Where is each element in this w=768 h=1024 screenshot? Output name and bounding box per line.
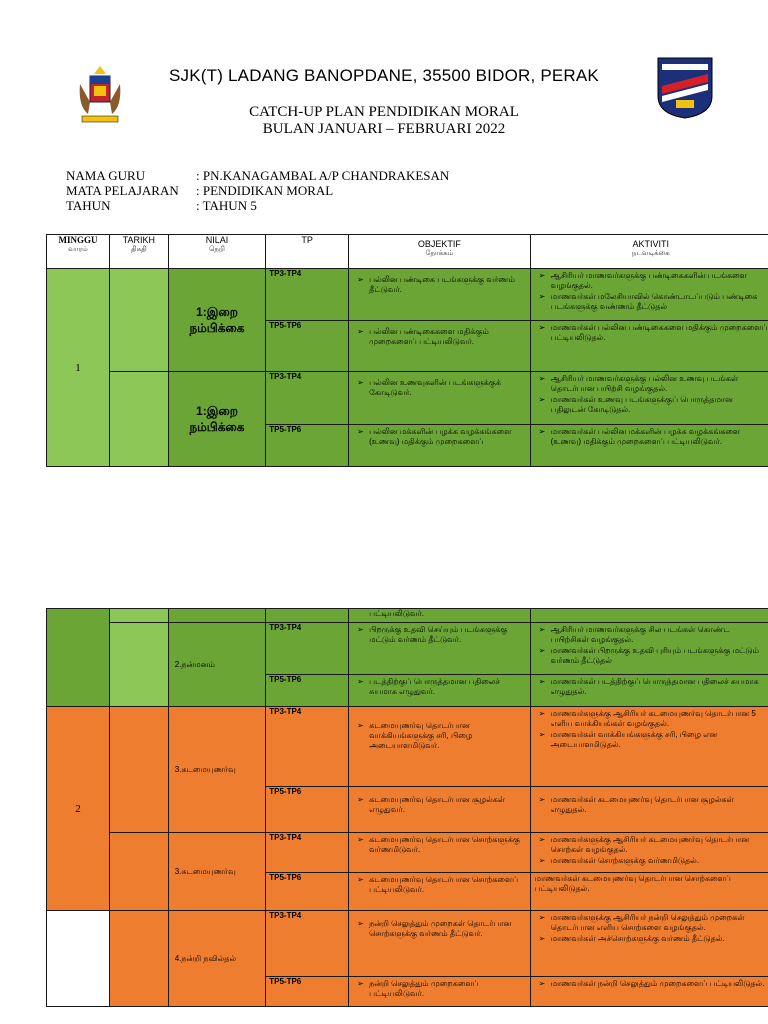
minggu-cell xyxy=(47,609,110,707)
tp-cell: TP5-TP6 xyxy=(266,873,349,911)
table-row xyxy=(47,911,768,977)
tarikh-cell xyxy=(109,372,168,467)
guru-label: NAMA GURU xyxy=(66,168,146,183)
tp-cell: TP5-TP6 xyxy=(266,787,349,833)
plan-table-week2 xyxy=(46,608,768,1007)
tarikh-cell xyxy=(109,833,168,911)
aktiviti-cell: ➢ மாணவர்கள் நன்றி செலுத்தும் முறைகளைப் பட்டியலிடுதல். xyxy=(530,977,768,1007)
tp-cell: TP3-TP4 xyxy=(266,833,349,873)
tarikh-cell xyxy=(109,269,168,372)
objektif-cell: ➢ கடமையுணர்வு தொடர்பான சொற்களுக்கு வர்ணமிடுவர். xyxy=(349,833,531,873)
header-tp: TP xyxy=(266,235,349,269)
aktiviti-cell: ➢ மாணவர்கள் கடமையுணர்வு தொடர்பான சூழல்கள் எழுதுதல். xyxy=(530,787,768,833)
table-header-row xyxy=(47,235,768,269)
nilai-cell: 2.நன்மனம் xyxy=(168,623,266,707)
tp-cell: TP5-TP6 xyxy=(266,675,349,707)
tp-cell: TP5-TP6 xyxy=(266,321,349,372)
header-nilai: NILAI நெறி xyxy=(168,235,266,269)
header-aktiviti: AKTIVITI நடவடிக்கை xyxy=(530,235,768,269)
aktiviti-cell: ➢ மாணவர்கள் பல்லின பண்டிகைகளை மதிக்கும் முறைகளைப் பட்டியலிடுதல். xyxy=(530,321,768,372)
nilai-cell xyxy=(168,609,266,623)
aktiviti-cell: ➢ ஆசிரியர் மாணவர்களுக்கு சில படங்கள் கொண்ட பயிற்சிகள் வழங்குதல். ➢ மாணவர்கள் பிறருக்கு உதவி புரியும் படங்களுக்கு மட்டும் வர்ணம் தீட்டுதல் xyxy=(530,623,768,675)
tarikh-cell xyxy=(109,609,168,623)
aktiviti-cell xyxy=(530,609,768,623)
school-name: SJK(T) LADANG BANOPDANE, 35500 BIDOR, PERAK xyxy=(169,66,599,85)
table-row xyxy=(47,372,768,425)
objektif-cell: ➢ கடமையுணர்வு தொடர்பான சூழல்கள் எழுதுவர். xyxy=(349,787,531,833)
table-row xyxy=(47,609,768,623)
aktiviti-cell: ➢ மாணவர்களுக்கு ஆசிரியர் கடமையுணர்வு தொடர்பான சொற்கள் வழங்குதல். ➢ மாணவர்கள் சொற்களுக்கு வர்ணமிடுதல். xyxy=(530,833,768,873)
nilai-cell: 3.கடமையுணர்வு xyxy=(168,707,266,833)
tp-cell: TP5-TP6 xyxy=(266,977,349,1007)
minggu-cell xyxy=(47,911,110,1007)
plan-table-week1 xyxy=(46,234,768,467)
plan-period: BULAN JANUARI – FEBRUARI 2022 xyxy=(262,121,506,137)
aktiviti-cell: ➢ மாணவர்கள் பல்லின மக்களின் பழக்க வழக்கங்களை (உணவு) மதிக்கும் முறைகளைப் பட்டியலிடுவர். xyxy=(530,425,768,467)
header-tarikh: TARIKH திகதி xyxy=(109,235,168,269)
nilai-cell: 1:இறை நம்பிக்கை xyxy=(168,372,266,467)
table-row xyxy=(47,833,768,873)
tp-cell: TP3-TP4 xyxy=(266,372,349,425)
minggu-cell: 1 xyxy=(47,269,110,467)
tarikh-cell xyxy=(109,707,168,833)
objektif-cell: ➢ பல்லின மக்களின் பழக்க வழக்கங்களை (உணவு) மதிக்கும் முறைகளைப் xyxy=(349,425,531,467)
tarikh-cell xyxy=(109,623,168,707)
nilai-cell: 1:இறை நம்பிக்கை xyxy=(168,269,266,372)
header-objektif: OBJEKTIF நோக்கம் xyxy=(349,235,531,269)
objektif-cell: ➢ கடமையுணர்வு தொடர்பான வாக்கியங்களுக்கு சரி, பிழை அடையாளமிடுவர். xyxy=(349,707,531,787)
aktiviti-cell: மாணவர்கள் கடமையுணர்வு தொடர்பான சொற்களைப் பட்டியலிடுதல். xyxy=(530,873,768,911)
tp-cell: TP5-TP6 xyxy=(266,425,349,467)
objektif-cell: ➢ நன்றி செலுத்தும் முறைகள் தொடர்பான சொற்களுக்கு வர்ணம் தீட்டுவர். xyxy=(349,911,531,977)
nilai-cell: 4.நன்றி நவில்தல் xyxy=(168,911,266,1007)
subject-value: : PENDIDIKAN MORAL xyxy=(196,183,334,198)
aktiviti-cell: ➢ ஆசிரியர் மாணவர்களுக்கு பல்லின உணவு படங்கள் தொடர்பான பயிற்சி வழங்குதல். ➢ மாணவர்கள் உணவு படங்களுக்குப் பொருத்தமான பதிலுடன் கோடிடுதல். xyxy=(530,372,768,425)
objektif-cell: ➢ பல்லின உணவுகளின் படங்களுக்குக் கோடிடுவர். xyxy=(349,372,531,425)
table-row xyxy=(47,269,768,321)
guru-value: : PN.KANAGAMBAL A/P CHANDRAKESAN xyxy=(196,168,450,183)
year-value: : TAHUN 5 xyxy=(196,198,257,213)
table-row xyxy=(47,623,768,675)
tp-cell: TP3-TP4 xyxy=(266,269,349,321)
objektif-cell: ➢ பல்லின பண்டிகைகளை மதிக்கும் முறைகளைப் பட்டியலிடுவர். xyxy=(349,321,531,372)
tp-cell: TP3-TP4 xyxy=(266,707,349,787)
table-row xyxy=(47,707,768,787)
tp-cell xyxy=(266,609,349,623)
objektif-cell: ➢ படத்திற்குப் பொருத்தமான பதிலைச் சுயமாக எழுதுவர். xyxy=(349,675,531,707)
tp-cell: TP3-TP4 xyxy=(266,623,349,675)
aktiviti-cell: ➢ மாணவர்களுக்கு ஆசிரியர் கடமையுணர்வு தொடர்பான 5 எளிய வாக்கியங்கள் வழங்குதல். ➢ மாணவர்கள் வாக்கியங்களுக்கு சரி, பிழை என அடையாளமிடுதல். xyxy=(530,707,768,787)
tarikh-cell xyxy=(109,911,168,1007)
aktiviti-cell: ➢ மாணவர்கள் படத்திற்குப் பொருத்தமான பதிலைச் சுயமாக எழுதுதல். xyxy=(530,675,768,707)
header-minggu: MINGGU வாரம் xyxy=(47,235,110,269)
minggu-cell: 2 xyxy=(47,707,110,911)
objektif-cell: ➢ பிறருக்கு உதவி செய்யும் படங்களுக்கு மட்டும் வர்ணம் தீட்டுவர். xyxy=(349,623,531,675)
objektif-cell: ➢ நன்றி செலுத்தும் முறைகளைப் பட்டியலிடுவர். xyxy=(349,977,531,1007)
objektif-cell: பட்டியலிடுவர். xyxy=(349,609,531,623)
subject-label: MATA PELAJARAN xyxy=(66,183,179,198)
objektif-cell: ➢ பல்லின பண்டிகை படங்களுக்கு வர்ணம் தீட்டுவர். xyxy=(349,269,531,321)
aktiviti-cell: ➢ ஆசிரியர் மாணவர்களுக்கு பண்டிகைகளின் படங்களை வழங்குதல். ➢ மாணவர்கள் மலேசியாவில் கொண்டாடப்படும் பண்டிகை படங்களுக்கு வண்ணம் தீட்டுதல் xyxy=(530,269,768,321)
plan-title: CATCH-UP PLAN PENDIDIKAN MORAL xyxy=(249,104,519,120)
aktiviti-cell: ➢ மாணவர்களுக்கு ஆசிரியர் நன்றி செலுத்தும் முறைகள் தொடர்பான எளிய சொற்களை வழங்குதல். ➢ மாணவர்கள் அச்சொற்களுக்கு வர்ணம் தீட்டுதல். xyxy=(530,911,768,977)
tp-cell: TP3-TP4 xyxy=(266,911,349,977)
nilai-cell: 3.கடமையுணர்வு xyxy=(168,833,266,911)
objektif-cell: ➢ கடமையுணர்வு தொடர்பான சொற்களைப் பட்டியலிடுவர். xyxy=(349,873,531,911)
year-label: TAHUN xyxy=(66,198,111,213)
teacher-info xyxy=(66,168,449,213)
